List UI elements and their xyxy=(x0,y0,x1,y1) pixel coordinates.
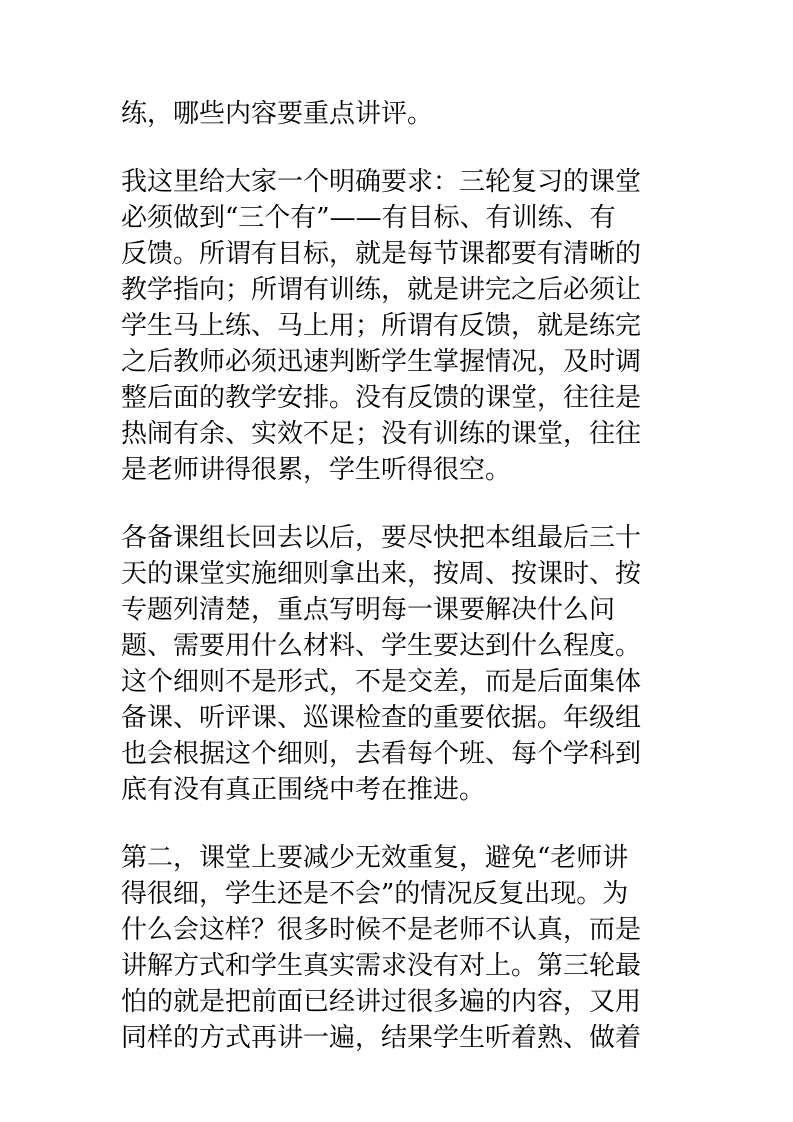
text-line: 底有没有真正围绕中考在推进。 xyxy=(121,775,486,805)
text-line: 怕的就是把前面已经讲过很多遍的内容，又用 xyxy=(121,987,642,1017)
text-line: 我这里给大家一个明确要求：三轮复习的课堂 xyxy=(121,167,642,197)
text-line: 也会根据这个细则，去看每个班、每个学科到 xyxy=(121,739,642,769)
text-line: 什么会这样？很多时候不是老师不认真，而是 xyxy=(121,915,642,945)
text-line: 专题列清楚，重点写明每一课要解决什么问 xyxy=(121,595,616,625)
paragraph-1 xyxy=(121,96,657,132)
text-line: 这个细则不是形式，不是交差，而是后面集体 xyxy=(121,667,642,697)
text-line: 各备课组长回去以后，要尽快把本组最后三十 xyxy=(121,523,642,553)
text-line: 第二，课堂上要减少无效重复，避免“老师讲 xyxy=(121,843,629,873)
text-line: 之后教师必须迅速判断学生掌握情况，及时调 xyxy=(121,347,642,377)
document-body xyxy=(121,96,657,1056)
text-line: 讲解方式和学生真实需求没有对上。第三轮最 xyxy=(121,951,642,981)
text-line: 得很细，学生还是不会”的情况反复出现。为 xyxy=(121,879,629,909)
text-line: 热闹有余、实效不足；没有训练的课堂，往往 xyxy=(121,419,642,449)
text-line: 教学指向；所谓有训练，就是讲完之后必须让 xyxy=(121,275,642,305)
text-line: 同样的方式再讲一遍，结果学生听着熟、做着 xyxy=(121,1023,642,1053)
text-line: 天的课堂实施细则拿出来，按周、按课时、按 xyxy=(121,559,642,589)
text-line: 题、需要用什么材料、学生要达到什么程度。 xyxy=(121,631,642,661)
text-line: 学生马上练、马上用；所谓有反馈，就是练完 xyxy=(121,311,642,341)
text-line: 必须做到“三个有”——有目标、有训练、有 xyxy=(121,203,616,233)
text-line: 备课、听评课、巡课检查的重要依据。年级组 xyxy=(121,703,642,733)
text-line: 是老师讲得很累，学生听得很空。 xyxy=(121,455,512,485)
paragraph-4 xyxy=(121,840,657,1056)
paragraph-2 xyxy=(121,164,657,488)
text-line: 整后面的教学安排。没有反馈的课堂，往往是 xyxy=(121,383,642,413)
paragraph-3 xyxy=(121,520,657,808)
text-line: 反馈。所谓有目标，就是每节课都要有清晰的 xyxy=(121,239,642,269)
text-line: 练，哪些内容要重点讲评。 xyxy=(121,99,434,129)
